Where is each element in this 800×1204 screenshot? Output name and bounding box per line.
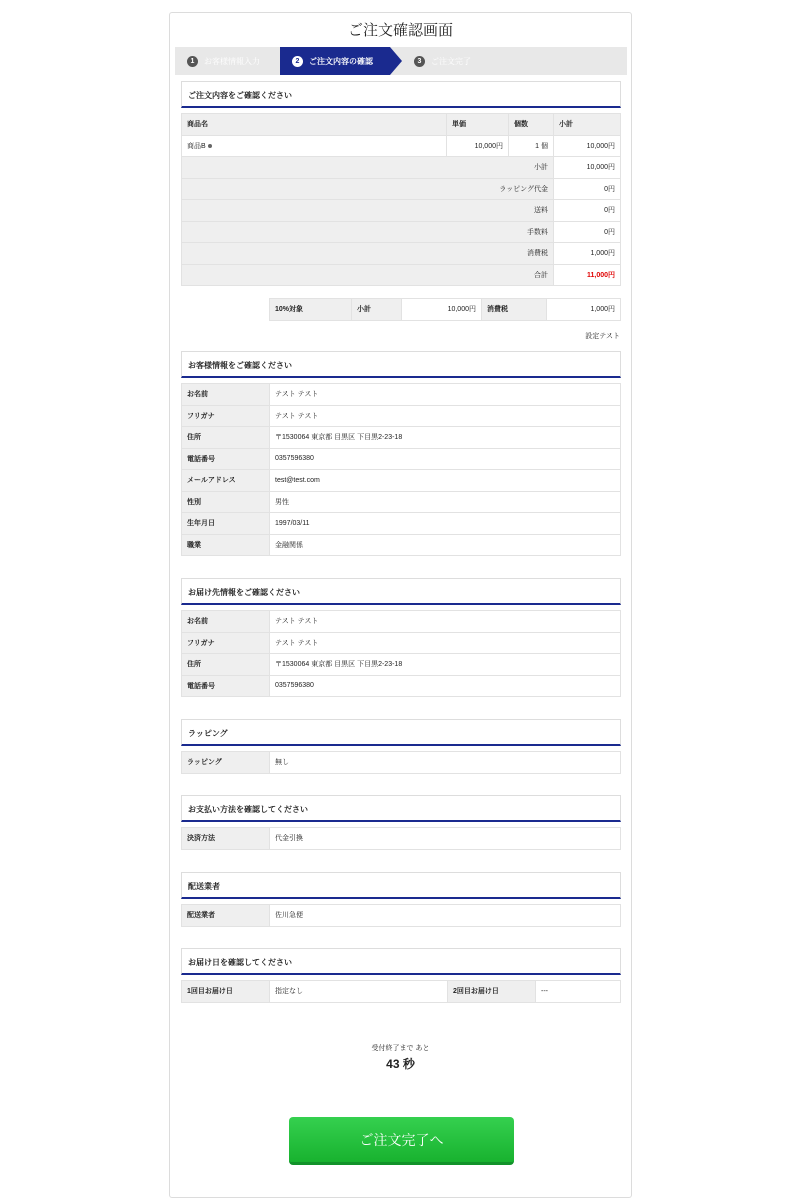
wrapping-label: ラッピング [182, 752, 270, 774]
order-item-row [182, 135, 621, 157]
item-qty: 1 個 [509, 135, 554, 157]
step-order-confirm [280, 47, 390, 75]
delivery-value: テスト テスト [270, 611, 621, 633]
timer-value: 43 秒 [386, 1057, 415, 1071]
delivery-row [182, 675, 621, 697]
summary-row [182, 178, 621, 200]
customer-value: 男性 [270, 491, 621, 513]
item-name: 商品B [187, 142, 206, 150]
summary-row [182, 221, 621, 243]
wrapping-value: 無し [270, 752, 621, 774]
customer-label: フリガナ [182, 405, 270, 427]
progress-steps [175, 47, 627, 75]
delivery-date-value-2: --- [536, 981, 621, 1003]
customer-label: メールアドレス [182, 470, 270, 492]
total-label: 合計 [182, 264, 554, 286]
item-name-cell [182, 135, 447, 157]
delivery-value: テスト テスト [270, 632, 621, 654]
col-qty: 個数 [509, 114, 554, 136]
settings-note: 設定テスト [585, 333, 620, 340]
summary-label: 消費税 [182, 243, 554, 265]
delivery-label: 電話番号 [182, 675, 270, 697]
customer-row [182, 470, 621, 492]
item-unit-price: 10,000円 [447, 135, 509, 157]
delivery-date-label-1: 1回目お届け日 [182, 981, 270, 1003]
delivery-value: 0357596380 [270, 675, 621, 697]
step-customer-info [175, 47, 280, 75]
delivery-label: お名前 [182, 611, 270, 633]
customer-row [182, 534, 621, 556]
delivery-row [182, 632, 621, 654]
timer-label: 受付終了まで あと [371, 1045, 430, 1052]
delivery-date-table [181, 980, 621, 1003]
delivery-date-row [182, 981, 621, 1003]
tax-label: 消費税 [482, 299, 547, 321]
carrier-row [182, 905, 621, 927]
carrier-value: 佐川急便 [270, 905, 621, 927]
delivery-table [181, 610, 621, 697]
total-value: 11,000円 [554, 264, 621, 286]
tax-table [269, 298, 621, 321]
delivery-row [182, 611, 621, 633]
order-section-heading: ご注文内容をご確認ください [181, 81, 621, 108]
payment-section-heading: お支払い方法を確認してください [181, 795, 621, 822]
customer-label: 生年月日 [182, 513, 270, 535]
col-product-name: 商品名 [182, 114, 447, 136]
payment-value: 代金引換 [270, 828, 621, 850]
carrier-label: 配送業者 [182, 905, 270, 927]
carrier-table [181, 904, 621, 927]
step-label: ご注文内容の確認 [309, 56, 373, 66]
col-subtotal: 小計 [554, 114, 621, 136]
item-info-icon[interactable] [208, 144, 212, 148]
order-table [181, 113, 621, 286]
summary-label: 小計 [182, 157, 554, 179]
customer-value: test@test.com [270, 470, 621, 492]
wrapping-row [182, 752, 621, 774]
customer-row [182, 513, 621, 535]
customer-label: 住所 [182, 427, 270, 449]
wrapping-section-heading: ラッピング [181, 719, 621, 746]
customer-row [182, 427, 621, 449]
delivery-label: フリガナ [182, 632, 270, 654]
summary-value: 0円 [554, 221, 621, 243]
customer-label: お名前 [182, 384, 270, 406]
summary-row [182, 243, 621, 265]
order-confirm-panel [169, 12, 632, 1198]
customer-value: テスト テスト [270, 405, 621, 427]
delivery-date-label-2: 2回目お届け日 [448, 981, 536, 1003]
delivery-date-value-1: 指定なし [270, 981, 448, 1003]
summary-row [182, 157, 621, 179]
customer-row [182, 491, 621, 513]
step-label: お客様情報入力 [204, 56, 260, 66]
step-number: 2 [292, 56, 303, 67]
delivery-section-heading: お届け先情報をご確認ください [181, 578, 621, 605]
delivery-row [182, 654, 621, 676]
page-title: ご注文確認画面 [347, 22, 453, 39]
customer-value: 〒1530064 東京都 目黒区 下目黒2-23-18 [270, 427, 621, 449]
complete-order-button[interactable]: ご注文完了へ [289, 1117, 514, 1165]
summary-row [182, 200, 621, 222]
customer-value: 金融関係 [270, 534, 621, 556]
delivery-label: 住所 [182, 654, 270, 676]
tax-subtotal: 10,000円 [402, 299, 482, 321]
total-row [182, 264, 621, 286]
customer-value: テスト テスト [270, 384, 621, 406]
customer-row [182, 384, 621, 406]
summary-value: 0円 [554, 200, 621, 222]
customer-label: 電話番号 [182, 448, 270, 470]
order-header-row [182, 114, 621, 136]
summary-value: 10,000円 [554, 157, 621, 179]
item-subtotal: 10,000円 [554, 135, 621, 157]
customer-value: 1997/03/11 [270, 513, 621, 535]
tax-target: 10%対象 [270, 299, 352, 321]
tax-value: 1,000円 [547, 299, 621, 321]
customer-row [182, 405, 621, 427]
customer-table [181, 383, 621, 556]
summary-label: ラッピング代金 [182, 178, 554, 200]
customer-label: 職業 [182, 534, 270, 556]
carrier-section-heading: 配送業者 [181, 872, 621, 899]
customer-row [182, 448, 621, 470]
payment-row [182, 828, 621, 850]
summary-label: 送料 [182, 200, 554, 222]
wrapping-table [181, 751, 621, 774]
payment-table [181, 827, 621, 850]
tax-subtotal-label: 小計 [352, 299, 402, 321]
delivery-date-section-heading: お届け日を確認してください [181, 948, 621, 975]
summary-label: 手数料 [182, 221, 554, 243]
customer-section-heading: お客様情報をご確認ください [181, 351, 621, 378]
customer-value: 0357596380 [270, 448, 621, 470]
step-number: 1 [187, 56, 198, 67]
summary-value: 0円 [554, 178, 621, 200]
step-order-complete [390, 47, 471, 75]
step-number: 3 [414, 56, 425, 67]
col-unit-price: 単価 [447, 114, 509, 136]
delivery-value: 〒1530064 東京都 目黒区 下目黒2-23-18 [270, 654, 621, 676]
payment-label: 決済方法 [182, 828, 270, 850]
tax-row [270, 299, 621, 321]
step-label: ご注文完了 [431, 56, 471, 66]
summary-value: 1,000円 [554, 243, 621, 265]
customer-label: 性別 [182, 491, 270, 513]
